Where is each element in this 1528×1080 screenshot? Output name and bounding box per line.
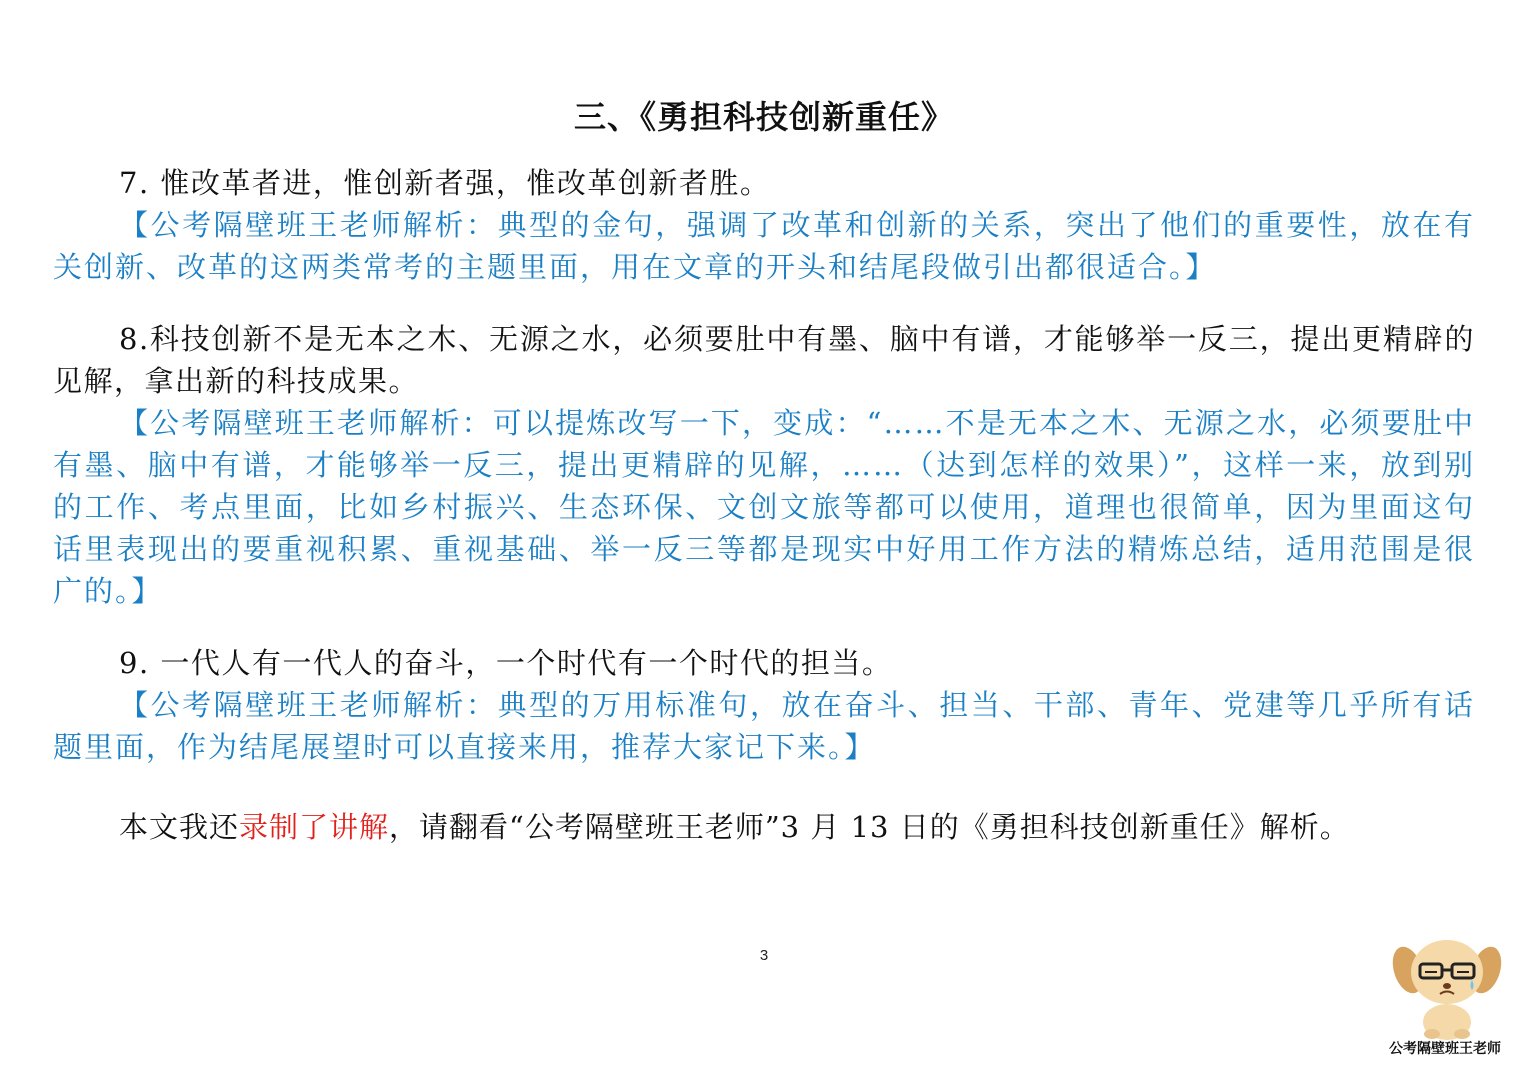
analysis-text: 【公考隔壁班王老师解析：可以提炼改写一下，变成：“……不是无本之木、无源之水，必须要肚中有墨、脑中有谱，才能够举一反三，提出更精辟的见解，……（达到怎样的效果）”，这样一来，放到别的工作、考点里面，比如乡村振兴、生态环保、文创文旅等都可以使用，道理也很简单，因为里面这句话里表现出的要重视积累、重视基础、举一反三等都是现实中好用工作方法的精炼总结，适用范围是很广的。】 xyxy=(53,406,1475,608)
outro-text-after: ，请翻看“公考隔壁班王老师”3 月 13 日的《勇担科技创新重任》解析。 xyxy=(389,810,1350,844)
quote-text: 7. 惟改革者进，惟创新者强，惟改革创新者胜。 xyxy=(119,166,771,200)
page-number: 3 xyxy=(759,947,769,964)
quote-text: 9. 一代人有一代人的奋斗，一个时代有一个时代的担当。 xyxy=(119,646,893,680)
recorded-lecture-highlight: 录制了讲解 xyxy=(239,810,390,844)
quote-block-9 xyxy=(53,642,1475,768)
quote-block-7 xyxy=(53,162,1475,288)
analysis-text: 【公考隔壁班王老师解析：典型的万用标准句，放在奋斗、担当、干部、青年、党建等几乎所有话题里面，作为结尾展望时可以直接来用，推荐大家记下来。】 xyxy=(53,688,1475,764)
section-title: 三、《勇担科技创新重任》 xyxy=(573,98,954,136)
outro-paragraph xyxy=(53,806,1475,848)
quote-block-8 xyxy=(53,318,1475,612)
outro-text-before: 本文我还 xyxy=(119,810,240,844)
quote-text: 8.科技创新不是无本之木、无源之水，必须要肚中有墨、脑中有谱，才能够举一反三，提出更精辟的见解，拿出新的科技成果。 xyxy=(53,322,1475,398)
dog-with-glasses-icon xyxy=(1386,930,1510,1040)
analysis-text: 【公考隔壁班王老师解析：典型的金句，强调了改革和创新的关系，突出了他们的重要性，放在有关创新、改革的这两类常考的主题里面，用在文章的开头和结尾段做引出都很适合。】 xyxy=(53,208,1475,284)
brand-caption: 公考隔壁班王老师 xyxy=(1389,1041,1501,1057)
document-content xyxy=(53,162,1475,848)
